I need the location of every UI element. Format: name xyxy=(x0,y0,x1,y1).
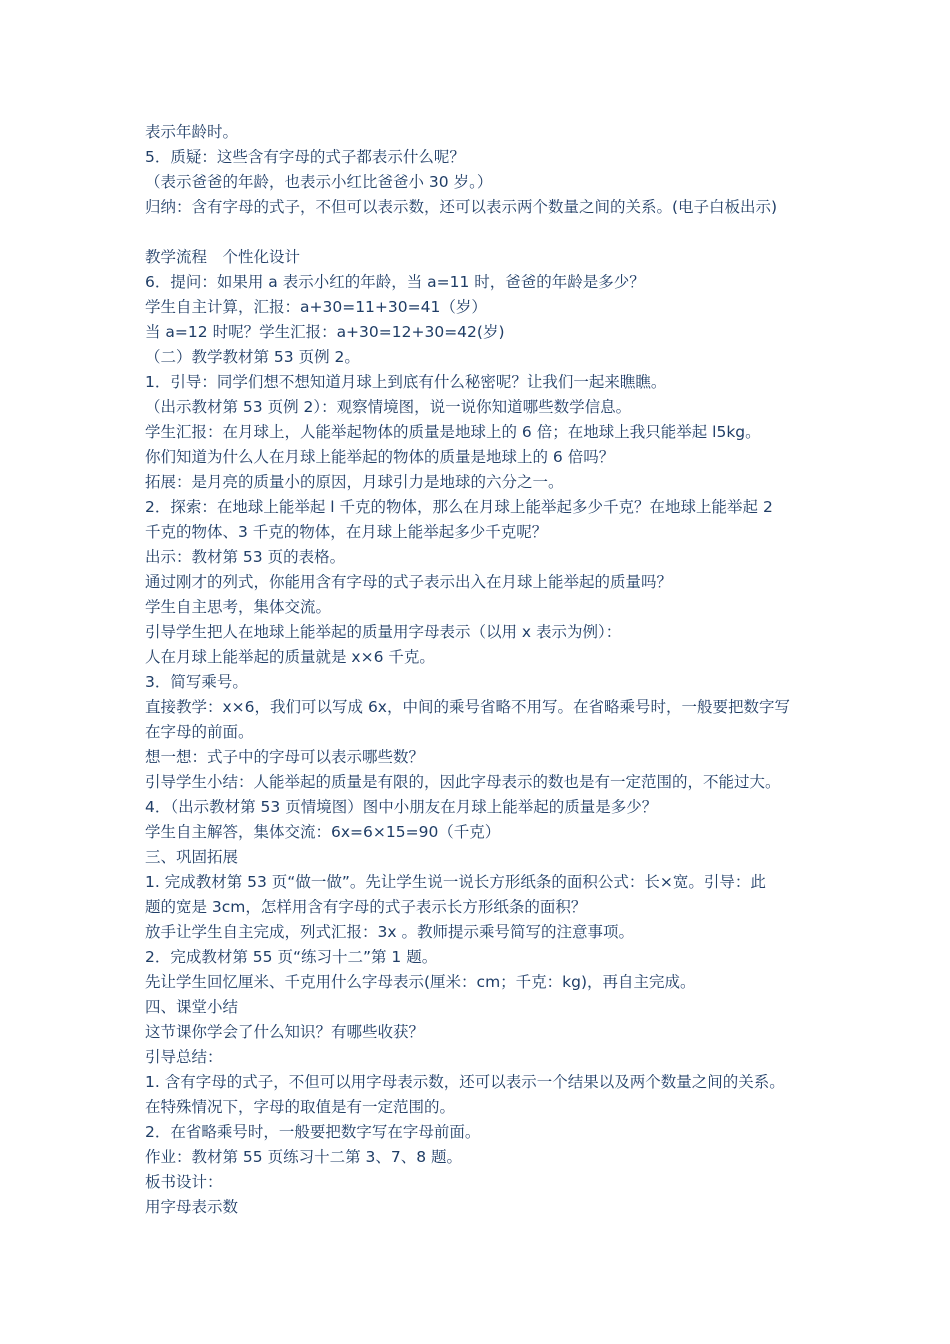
text-line: 这节课你学会了什么知识？有哪些收获？ xyxy=(145,1023,425,1041)
text-line: 学生自主思考，集体交流。 xyxy=(145,598,332,616)
text-line: 千克的物体、3 千克的物体，在月球上能举起多少千克呢？ xyxy=(145,523,548,541)
text-line: 2．完成教材第 55 页“练习十二”第 1 题。 xyxy=(145,948,438,966)
text-line: 引导学生小结：人能举起的质量是有限的，因此字母表示的数也是有一定范围的，不能过大。 xyxy=(145,773,781,791)
text-line: 题的宽是 3cm，怎样用含有字母的式子表示长方形纸条的面积？ xyxy=(145,898,587,916)
text-line: 拓展：是月亮的质量小的原因，月球引力是地球的六分之一。 xyxy=(145,473,564,491)
text-line: 学生自主解答，集体交流：6x=6×15=90（千克） xyxy=(145,823,501,841)
section-heading: 教学流程 个性化设计 xyxy=(145,248,301,266)
text-line: 1. 完成教材第 53 页“做一做”。先让学生说一说长方形纸条的面积公式：长×宽。引导：此 xyxy=(145,873,766,891)
text-line: 用字母表示数 xyxy=(145,1198,239,1216)
text-line: 通过刚才的列式，你能用含有字母的式子表示出入在月球上能举起的质量吗？ xyxy=(145,573,673,591)
text-line: 引导总结： xyxy=(145,1048,223,1066)
text-line: 你们知道为什么人在月球上能举起的物体的质量是地球上的 6 倍吗？ xyxy=(145,448,615,466)
text-line: 当 a=12 时呢？学生汇报：a+30=12+30=42(岁) xyxy=(145,323,505,341)
text-line: （出示教材第 53 页例 2）：观察情境图，说一说你知道哪些数学信息。 xyxy=(145,398,632,416)
text-line: 在字母的前面。 xyxy=(145,723,254,741)
text-line: 引导学生把人在地球上能举起的质量用字母表示（以用 x 表示为例）： xyxy=(145,623,622,641)
text-line: 放手让学生自主完成，列式汇报：3x 。教师提示乘号简写的注意事项。 xyxy=(145,923,634,941)
text-line: 学生自主计算，汇报：a+30=11+30=41（岁） xyxy=(145,298,487,316)
text-line: （表示爸爸的年龄，也表示小红比爸爸小 30 岁。） xyxy=(145,173,493,191)
section-heading: 三、巩固拓展 xyxy=(145,848,239,866)
text-line: 3．简写乘号。 xyxy=(145,673,248,691)
text-line: 5．质疑：这些含有字母的式子都表示什么呢？ xyxy=(145,148,465,166)
text-line: （二）教学教材第 53 页例 2。 xyxy=(145,348,360,366)
text-line: 出示：教材第 53 页的表格。 xyxy=(145,548,346,566)
text-line: 先让学生回忆厘米、千克用什么字母表示(厘米：cm；千克：kg)，再自主完成。 xyxy=(145,973,696,991)
text-line: 1. 含有字母的式子，不但可以用字母表示数，还可以表示一个结果以及两个数量之间的关系。 xyxy=(145,1073,785,1091)
text-line: 想一想：式子中的字母可以表示哪些数？ xyxy=(145,748,425,766)
text-line: 表示年龄时。 xyxy=(145,123,239,141)
text-line: 作业：教材第 55 页练习十二第 3、7、8 题。 xyxy=(145,1148,463,1166)
text-line: 直接教学：x×6，我们可以写成 6x，中间的乘号省略不用写。在省略乘号时，一般要把数字写 xyxy=(145,698,790,716)
document-page xyxy=(145,120,825,1220)
section-heading: 四、课堂小结 xyxy=(145,998,239,1016)
text-line: 2．探索：在地球上能举起 l 千克的物体，那么在月球上能举起多少千克？在地球上能举起 2 xyxy=(145,498,773,516)
blank-line xyxy=(145,220,825,245)
text-line: 在特殊情况下，字母的取值是有一定范围的。 xyxy=(145,1098,456,1116)
text-line: 2．在省略乘号时，一般要把数字写在字母前面。 xyxy=(145,1123,481,1141)
text-line: 4．（出示教材第 53 页情境图）图中小朋友在月球上能举起的质量是多少？ xyxy=(145,798,658,816)
text-line: 人在月球上能举起的质量就是 x×6 千克。 xyxy=(145,648,435,666)
text-line: 6．提问：如果用 a 表示小红的年龄，当 a=11 时，爸爸的年龄是多少？ xyxy=(145,273,645,291)
text-line: 1．引导：同学们想不想知道月球上到底有什么秘密呢？让我们一起来瞧瞧。 xyxy=(145,373,667,391)
text-line: 板书设计： xyxy=(145,1173,223,1191)
text-line: 归纳：含有字母的式子，不但可以表示数，还可以表示两个数量之间的关系。(电子白板出示) xyxy=(145,198,778,216)
text-line: 学生汇报：在月球上，人能举起物体的质量是地球上的 6 倍；在地球上我只能举起 l5kg。 xyxy=(145,423,761,441)
